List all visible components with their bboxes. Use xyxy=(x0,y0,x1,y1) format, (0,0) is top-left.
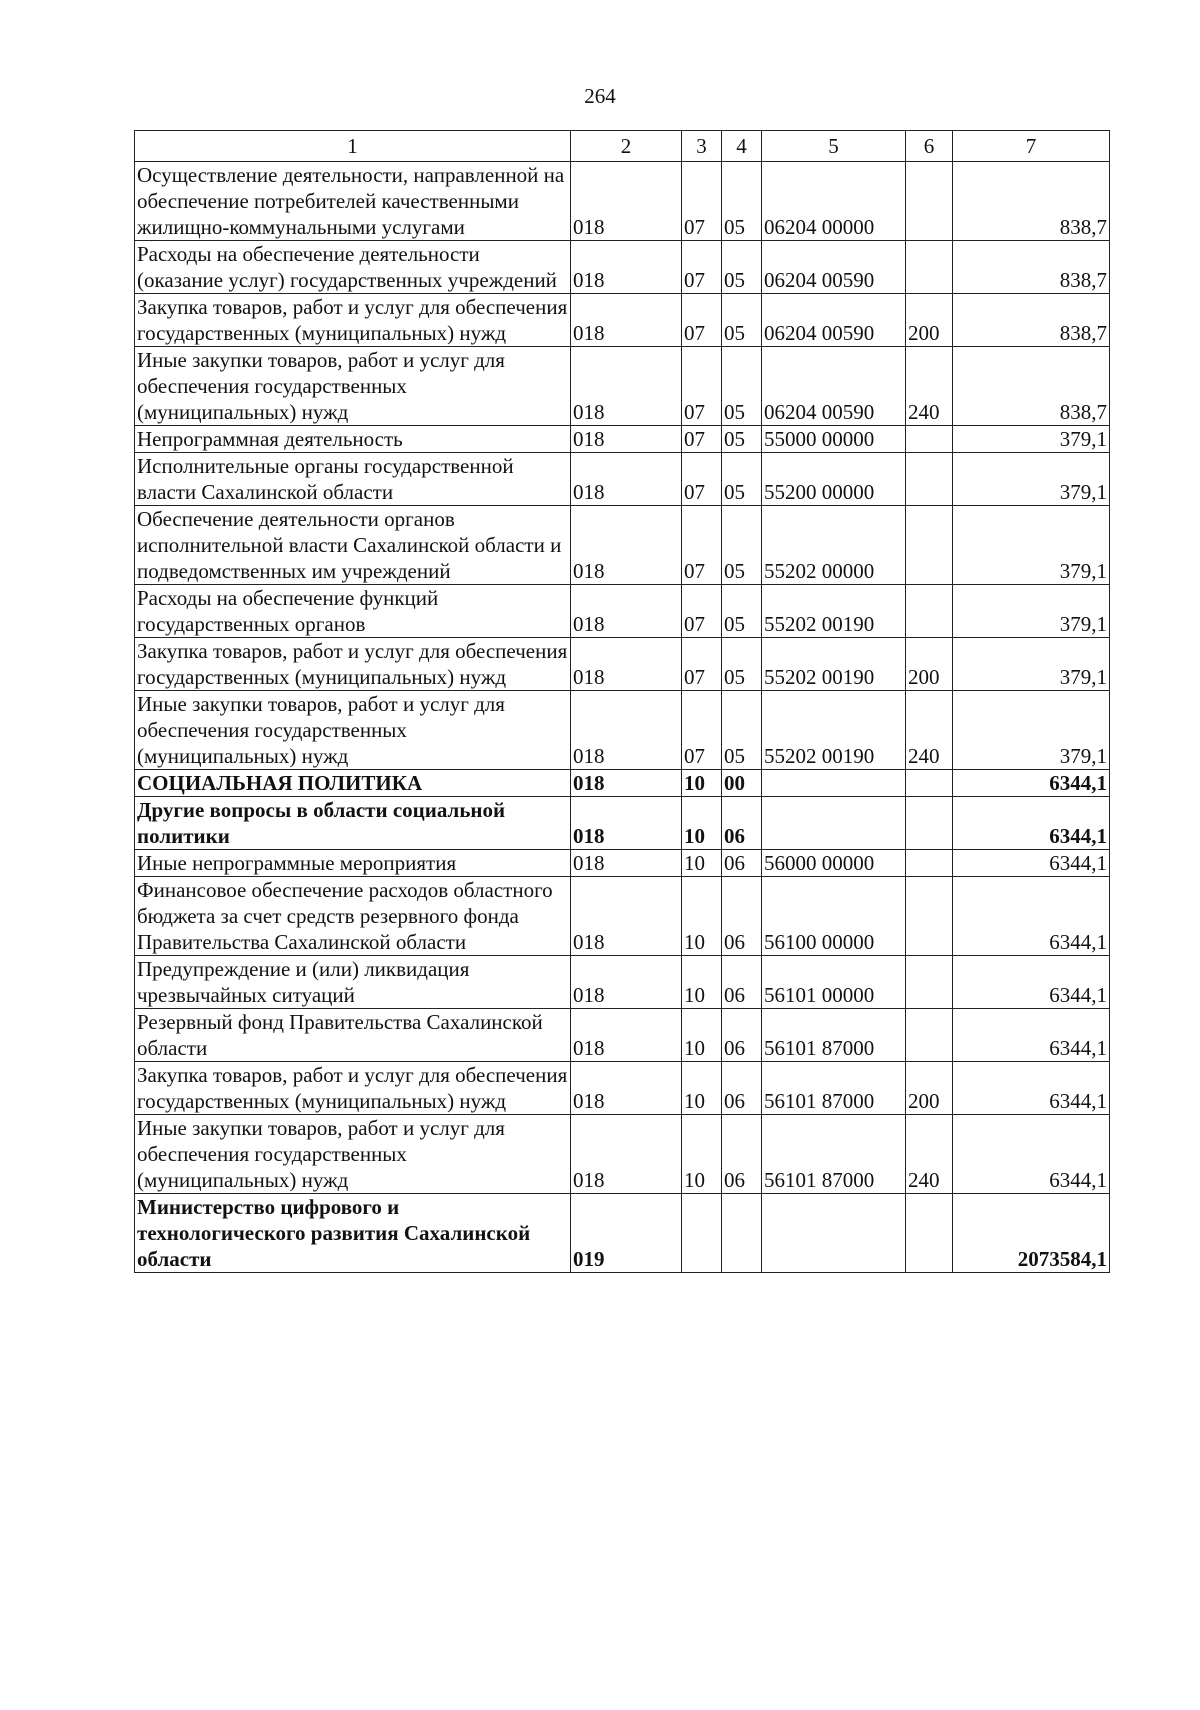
cell-col7: 838,7 xyxy=(953,162,1110,241)
cell-col7: 379,1 xyxy=(953,691,1110,770)
cell-name: Расходы на обеспечение деятельности (оказание услуг) государственных учреждений xyxy=(135,241,571,294)
cell-col4 xyxy=(722,1194,762,1273)
cell-col3: 07 xyxy=(682,162,722,241)
table-row xyxy=(135,770,1110,797)
cell-col4: 05 xyxy=(722,638,762,691)
cell-col2: 018 xyxy=(571,638,682,691)
cell-col4: 05 xyxy=(722,294,762,347)
table-row xyxy=(135,162,1110,241)
table-row xyxy=(135,241,1110,294)
cell-col3 xyxy=(682,1194,722,1273)
cell-col3: 07 xyxy=(682,294,722,347)
cell-col5: 56000 00000 xyxy=(762,850,906,877)
cell-col6 xyxy=(906,426,953,453)
cell-col3: 07 xyxy=(682,585,722,638)
cell-col6 xyxy=(906,770,953,797)
cell-col2: 018 xyxy=(571,162,682,241)
cell-name: Министерство цифрового и технологического развития Сахалинской области xyxy=(135,1194,571,1273)
page-number: 264 xyxy=(584,84,616,108)
column-header-5: 5 xyxy=(762,131,906,162)
cell-name: Иные закупки товаров, работ и услуг для обеспечения государственных (муниципальных) нужд xyxy=(135,1115,571,1194)
cell-col4: 00 xyxy=(722,770,762,797)
cell-col5: 06204 00000 xyxy=(762,162,906,241)
cell-col4: 05 xyxy=(722,691,762,770)
cell-col4: 05 xyxy=(722,347,762,426)
cell-name: Закупка товаров, работ и услуг для обеспечения государственных (муниципальных) нужд xyxy=(135,638,571,691)
cell-col2: 018 xyxy=(571,347,682,426)
cell-col7: 2073584,1 xyxy=(953,1194,1110,1273)
cell-col3: 10 xyxy=(682,1115,722,1194)
cell-col6 xyxy=(906,585,953,638)
table-header-row xyxy=(135,131,1110,162)
cell-col7: 379,1 xyxy=(953,426,1110,453)
cell-col2: 018 xyxy=(571,426,682,453)
cell-col3: 07 xyxy=(682,426,722,453)
cell-name: Финансовое обеспечение расходов областного бюджета за счет средств резервного фонда Правительства Сахалинской области xyxy=(135,877,571,956)
cell-col7: 6344,1 xyxy=(953,1009,1110,1062)
cell-col6: 240 xyxy=(906,691,953,770)
cell-col2: 018 xyxy=(571,294,682,347)
cell-col6 xyxy=(906,453,953,506)
cell-name: СОЦИАЛЬНАЯ ПОЛИТИКА xyxy=(135,770,571,797)
cell-col6: 200 xyxy=(906,638,953,691)
cell-col2: 018 xyxy=(571,770,682,797)
cell-col7: 6344,1 xyxy=(953,1115,1110,1194)
cell-col2: 018 xyxy=(571,241,682,294)
cell-col7: 379,1 xyxy=(953,453,1110,506)
cell-col5: 55202 00190 xyxy=(762,585,906,638)
cell-col7: 6344,1 xyxy=(953,850,1110,877)
cell-col5: 55000 00000 xyxy=(762,426,906,453)
cell-col2: 018 xyxy=(571,453,682,506)
cell-col3: 10 xyxy=(682,956,722,1009)
cell-col7: 379,1 xyxy=(953,506,1110,585)
cell-col7: 379,1 xyxy=(953,638,1110,691)
cell-col7: 6344,1 xyxy=(953,877,1110,956)
cell-name: Непрограммная деятельность xyxy=(135,426,571,453)
cell-col3: 10 xyxy=(682,850,722,877)
cell-col5 xyxy=(762,1194,906,1273)
cell-col3: 10 xyxy=(682,877,722,956)
cell-col5: 56101 87000 xyxy=(762,1062,906,1115)
cell-col5: 56100 00000 xyxy=(762,877,906,956)
table-row xyxy=(135,956,1110,1009)
cell-col2: 018 xyxy=(571,1062,682,1115)
cell-col4: 06 xyxy=(722,877,762,956)
table-row xyxy=(135,877,1110,956)
cell-col7: 6344,1 xyxy=(953,1062,1110,1115)
cell-col4: 05 xyxy=(722,426,762,453)
cell-col6: 240 xyxy=(906,1115,953,1194)
table-row xyxy=(135,506,1110,585)
cell-name: Предупреждение и (или) ликвидация чрезвычайных ситуаций xyxy=(135,956,571,1009)
cell-col3: 07 xyxy=(682,453,722,506)
column-header-4: 4 xyxy=(722,131,762,162)
column-header-1: 1 xyxy=(135,131,571,162)
table-row xyxy=(135,1115,1110,1194)
cell-col3: 07 xyxy=(682,638,722,691)
table-row xyxy=(135,850,1110,877)
column-header-2: 2 xyxy=(571,131,682,162)
cell-name: Исполнительные органы государственной власти Сахалинской области xyxy=(135,453,571,506)
cell-col6: 240 xyxy=(906,347,953,426)
cell-col4: 05 xyxy=(722,241,762,294)
cell-name: Закупка товаров, работ и услуг для обеспечения государственных (муниципальных) нужд xyxy=(135,1062,571,1115)
cell-col2: 019 xyxy=(571,1194,682,1273)
cell-col6 xyxy=(906,850,953,877)
cell-name: Другие вопросы в области социальной политики xyxy=(135,797,571,850)
column-header-6: 6 xyxy=(906,131,953,162)
cell-name: Закупка товаров, работ и услуг для обеспечения государственных (муниципальных) нужд xyxy=(135,294,571,347)
cell-col7: 6344,1 xyxy=(953,797,1110,850)
cell-col6 xyxy=(906,1194,953,1273)
cell-col4: 06 xyxy=(722,1009,762,1062)
cell-col5 xyxy=(762,770,906,797)
cell-name: Иные закупки товаров, работ и услуг для обеспечения государственных (муниципальных) нужд xyxy=(135,691,571,770)
cell-col5: 06204 00590 xyxy=(762,347,906,426)
cell-col4: 06 xyxy=(722,1062,762,1115)
cell-col2: 018 xyxy=(571,797,682,850)
cell-col7: 838,7 xyxy=(953,347,1110,426)
cell-col4: 06 xyxy=(722,850,762,877)
cell-col5 xyxy=(762,797,906,850)
cell-col5: 55202 00190 xyxy=(762,638,906,691)
cell-col6 xyxy=(906,162,953,241)
table-row xyxy=(135,1194,1110,1273)
table-row xyxy=(135,1009,1110,1062)
cell-col2: 018 xyxy=(571,956,682,1009)
cell-col7: 379,1 xyxy=(953,585,1110,638)
cell-name: Иные закупки товаров, работ и услуг для обеспечения государственных (муниципальных) нужд xyxy=(135,347,571,426)
cell-col5: 56101 87000 xyxy=(762,1115,906,1194)
table-row xyxy=(135,347,1110,426)
cell-col3: 07 xyxy=(682,347,722,426)
cell-col5: 55202 00000 xyxy=(762,506,906,585)
table-body xyxy=(135,162,1110,1273)
cell-col2: 018 xyxy=(571,1115,682,1194)
cell-col5: 55200 00000 xyxy=(762,453,906,506)
cell-col4: 06 xyxy=(722,797,762,850)
table-row xyxy=(135,426,1110,453)
cell-col4: 05 xyxy=(722,506,762,585)
cell-col5: 56101 87000 xyxy=(762,1009,906,1062)
cell-col4: 05 xyxy=(722,162,762,241)
table-row xyxy=(135,691,1110,770)
cell-col3: 07 xyxy=(682,506,722,585)
table-row xyxy=(135,294,1110,347)
column-header-3: 3 xyxy=(682,131,722,162)
cell-name: Иные непрограммные мероприятия xyxy=(135,850,571,877)
table-row xyxy=(135,453,1110,506)
cell-col7: 838,7 xyxy=(953,294,1110,347)
cell-col4: 06 xyxy=(722,1115,762,1194)
cell-col2: 018 xyxy=(571,585,682,638)
cell-name: Обеспечение деятельности органов исполнительной власти Сахалинской области и подведомственных им учреждений xyxy=(135,506,571,585)
cell-col3: 10 xyxy=(682,797,722,850)
cell-col3: 10 xyxy=(682,1062,722,1115)
cell-name: Резервный фонд Правительства Сахалинской области xyxy=(135,1009,571,1062)
cell-col2: 018 xyxy=(571,506,682,585)
cell-col6 xyxy=(906,506,953,585)
table-row xyxy=(135,797,1110,850)
cell-col2: 018 xyxy=(571,1009,682,1062)
cell-col4: 05 xyxy=(722,453,762,506)
cell-name: Осуществление деятельности, направленной на обеспечение потребителей качественными жилищно-коммунальными услугами xyxy=(135,162,571,241)
cell-col4: 06 xyxy=(722,956,762,1009)
cell-col6: 200 xyxy=(906,1062,953,1115)
cell-col2: 018 xyxy=(571,691,682,770)
cell-col3: 10 xyxy=(682,1009,722,1062)
cell-col5: 06204 00590 xyxy=(762,241,906,294)
cell-col3: 10 xyxy=(682,770,722,797)
table-row xyxy=(135,638,1110,691)
cell-col6: 200 xyxy=(906,294,953,347)
table-row xyxy=(135,585,1110,638)
column-header-7: 7 xyxy=(953,131,1110,162)
cell-col3: 07 xyxy=(682,241,722,294)
cell-col6 xyxy=(906,956,953,1009)
cell-col5: 56101 00000 xyxy=(762,956,906,1009)
budget-table xyxy=(134,130,1110,1273)
cell-col6 xyxy=(906,877,953,956)
cell-col3: 07 xyxy=(682,691,722,770)
cell-col5: 55202 00190 xyxy=(762,691,906,770)
cell-col7: 6344,1 xyxy=(953,956,1110,1009)
table-row xyxy=(135,1062,1110,1115)
cell-col7: 838,7 xyxy=(953,241,1110,294)
cell-col2: 018 xyxy=(571,877,682,956)
cell-col6 xyxy=(906,797,953,850)
cell-col2: 018 xyxy=(571,850,682,877)
cell-col5: 06204 00590 xyxy=(762,294,906,347)
cell-col7: 6344,1 xyxy=(953,770,1110,797)
cell-name: Расходы на обеспечение функций государственных органов xyxy=(135,585,571,638)
cell-col6 xyxy=(906,1009,953,1062)
cell-col6 xyxy=(906,241,953,294)
cell-col4: 05 xyxy=(722,585,762,638)
